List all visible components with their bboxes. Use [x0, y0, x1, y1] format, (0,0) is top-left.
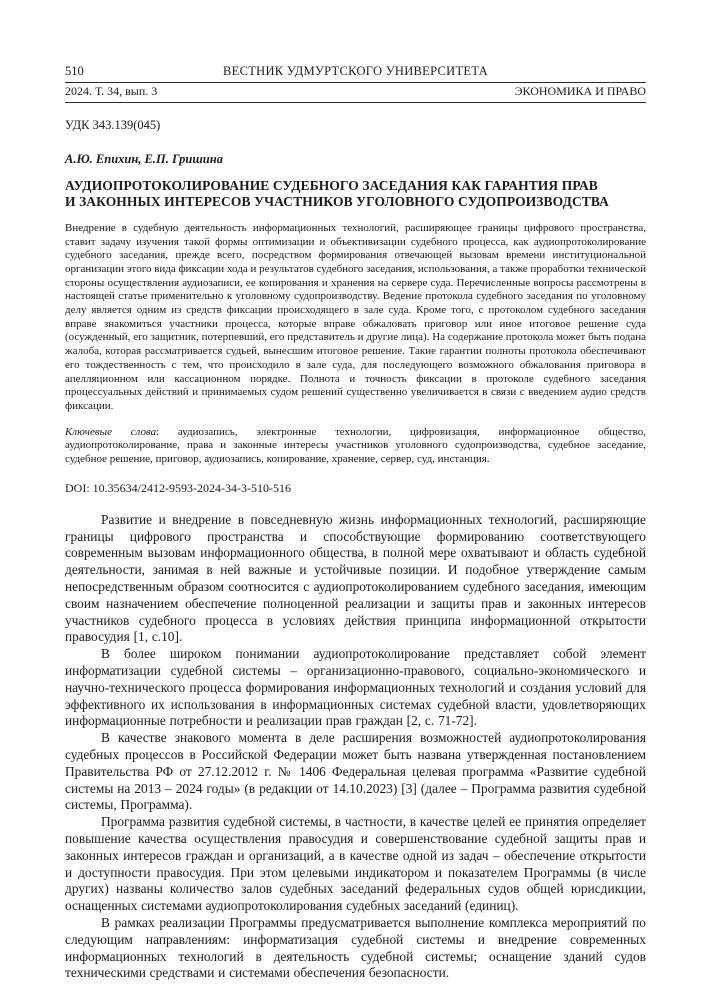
- keywords-label: Ключевые слова: [65, 425, 157, 438]
- article-title-line1: АУДИОПРОТОКОЛИРОВАНИЕ СУДЕБНОГО ЗАСЕДАНИЯ КАК ГАРАНТИЯ ПРАВ: [65, 178, 598, 193]
- issue-info: 2024. Т. 34, вып. 3: [65, 84, 158, 98]
- body-paragraph-5: В рамках реализации Программы предусматривается выполнение комплекса мероприятий по следующим направлениям: информатизация судебной системы и внедрение современных информационных технологий в деятельность судебной системы; оснащение зданий судов техническими средствами и системами обеспечения безопасности.: [65, 914, 646, 981]
- header-rule-bottom: [65, 102, 646, 103]
- article-abstract: Внедрение в судебную деятельность информационных технологий, расширяющее границы цифрового пространства, ставит задачу изучения такой формы оптимизации и объективизации судебного процесса, как аудиопротоколирование судебного заседания, прежде всего, посредством формирования отвечающей вызовам времени институциональной организации этого вида фиксации хода и результатов судебного заседания, использования, а также проработки технической стороны осуществления аудиозаписи, ее копирования и хранения на сервере суда. Перечисленные вопросы рассмотрены в настоящей статье применительно к уголовному судопроизводству. Ведение протокола судебного заседания по уголовному делу является одним из средств фиксации происходящего в зале суда. Кроме того, с протоколом судебного заседания вправе знакомиться участники процесса, которые вправе обжаловать приговор или иное итоговое решение суда (осужденный, его защитник, потерпевший, его представитель и другие лица). На содержание протокола может быть подана жалоба, которая рассматривается судьей, вынесшим итоговое решение. Такие гарантии полноты протокола обеспечивают его тождественность с тем, что происходило в зале суда, для последующего возможного обжалования приговора в апелляционном или кассационном порядке. Полнота и точность фиксации в протоколе судебного заседания процессуальных действий и принимаемых судом решений существенно увеличивается в связи с введением аудио средств фиксации.: [65, 221, 646, 412]
- body-paragraph-3: В качестве знакового момента в деле расширения возможностей аудиопротоколирования судебных процессов в Российской Федерации может быть названа утвержденная постановлением Правительства РФ от 27.12.2012 г. № 1406 Федеральная целевая программа «Развитие судебной системы на 2013 – 2024 годы» (в редакции от 14.10.2023) [3] (далее – Программа развития судебной системы, Программа).: [65, 730, 646, 813]
- article-body: [65, 512, 646, 982]
- journal-title: ВЕСТНИК УДМУРТСКОГО УНИВЕРСИТЕТА: [223, 64, 488, 78]
- article-title-line2: И ЗАКОННЫХ ИНТЕРЕСОВ УЧАСТНИКОВ УГОЛОВНОГО СУДОПРОИЗВОДСТВА: [65, 193, 610, 209]
- body-paragraph-1: Развитие и внедрение в повседневную жизнь информационных технологий, расширяющие границы цифрового пространства и способствующие формированию соответствующего современным вызовам информационного общества, в полной мере охватывают и область судебной деятельности, занимая в ней важные и устойчивые позиции. И подобное утверждение самым непосредственным образом соотносится с аудиопротоколированием судебного заседания, имеющим своим назначением обеспечение полноценной реализации и защиты прав и законных интересов участников судебного процесса в условиях действия принципа информационной открытости правосудия [1, с.10].: [65, 511, 646, 645]
- udc-code: УДК 343.139(045): [65, 118, 161, 132]
- section-name: ЭКОНОМИКА И ПРАВО: [514, 84, 646, 98]
- doi-line: DOI: 10.35634/2412-9593-2024-34-3-510-516: [65, 480, 291, 495]
- journal-header-row2: [65, 83, 646, 102]
- article-title: [65, 178, 646, 210]
- body-paragraph-2: В более широком понимании аудиопротоколирование представляет собой элемент информатизации судебной системы – организационно-правового, социально-экономического и научно-технического процесса формирования информационных технологий и создания условий для эффективного их использования в информационных системах судебной власти, удовлетворяющих информационные потребности и реализации прав граждан [2, с. 71-72].: [65, 646, 646, 729]
- journal-header: [65, 64, 646, 103]
- page-number: 510: [65, 64, 84, 78]
- keywords-text: : аудиозапись, электронные технологии, цифровизация, информационное общество, аудиопротоколирование, права и законные интересы участников уголовного судопроизводства, судебное заседание, судебное решение, приговор, аудиозапись, копирование, хранение, сервер, суд, инстанция.: [65, 425, 646, 466]
- article-authors: А.Ю. Епихин, Е.П. Гришина: [65, 152, 223, 166]
- article-keywords: [65, 426, 646, 467]
- journal-header-row1: [65, 64, 646, 82]
- body-paragraph-4: Программа развития судебной системы, в частности, в качестве целей ее принятия определяет повышение качества осуществления правосудия и совершенствование судебной защиты прав и законных интересов граждан и организаций, а в качестве одной из задач – обеспечение открытости и доступности правосудия. При этом целевыми индикатором и показателем Программы (в числе других) названы количество залов судебных заседаний федеральных судов общей юрисдикции, оснащенных системами аудиопротоколирования судебных заседаний (единиц).: [65, 814, 646, 914]
